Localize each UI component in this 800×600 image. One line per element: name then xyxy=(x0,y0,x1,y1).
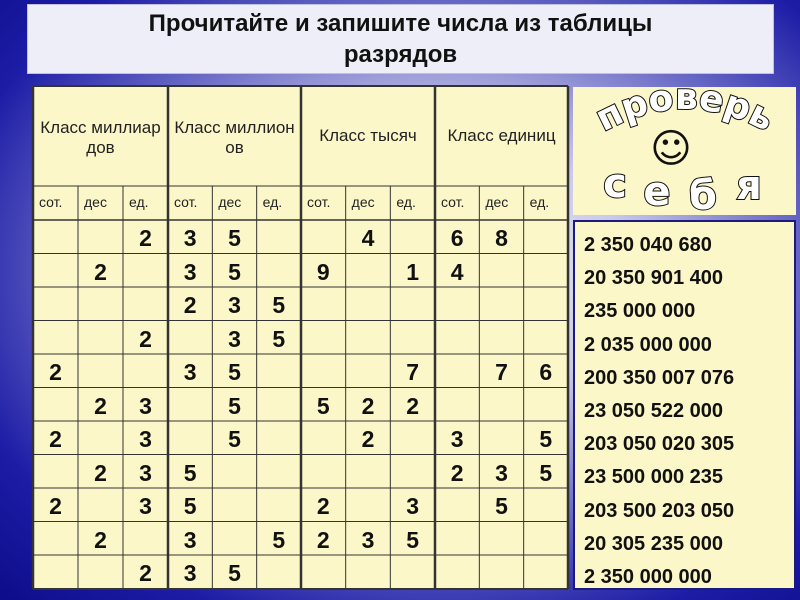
answers-box xyxy=(573,220,796,590)
digit-cell: 2 xyxy=(94,258,107,285)
digit-cell: 2 xyxy=(139,225,152,251)
digit-cell: 3 xyxy=(228,325,241,352)
digit-cell: 3 xyxy=(139,459,152,486)
digit-cell: 3 xyxy=(228,292,241,318)
answer-number: 20 305 235 000 xyxy=(584,532,724,555)
answer-number: 23 050 522 000 xyxy=(584,400,724,422)
digit-cell: 6 xyxy=(450,225,464,251)
subcolumn-header: ед. xyxy=(529,194,550,210)
answer-number: 2 350 040 680 xyxy=(584,234,712,256)
smiley-icon: ☺ xyxy=(650,126,692,172)
answer-number: 200 350 007 076 xyxy=(584,366,735,389)
digit-cell: 2 xyxy=(361,392,375,419)
digit-cell: 5 xyxy=(316,392,330,419)
digit-cell: 2 xyxy=(139,325,152,352)
class-header: Класс тысяч xyxy=(319,126,417,145)
digit-cell: 3 xyxy=(183,258,197,285)
digit-cell: 5 xyxy=(539,426,553,452)
digit-cell: 5 xyxy=(228,426,241,452)
digit-cell: 9 xyxy=(316,258,330,285)
check-title-letter: с xyxy=(603,161,627,207)
answer-number: 203 050 020 305 xyxy=(584,433,735,456)
digit-cell: 3 xyxy=(139,392,152,419)
digit-cell: 5 xyxy=(406,526,420,553)
digit-cell: 3 xyxy=(139,426,152,452)
answer-number: 2 350 000 000 xyxy=(584,566,712,588)
subcolumn-header: сот. xyxy=(174,194,198,210)
digit-cell: 3 xyxy=(139,493,152,519)
digit-cell: 5 xyxy=(183,493,197,519)
subcolumn-header: сот. xyxy=(39,194,63,210)
digit-cell: 3 xyxy=(183,560,197,586)
subcolumn-header: сот. xyxy=(307,194,331,210)
digit-cell: 2 xyxy=(94,392,107,419)
answer-number: 2 035 000 000 xyxy=(584,333,712,356)
subcolumn-header: ед. xyxy=(129,194,149,210)
subcolumn-header: дес xyxy=(84,194,107,210)
digit-cell: 5 xyxy=(228,225,241,251)
digit-cell: 5 xyxy=(228,392,241,419)
answer-number: 235 000 000 xyxy=(584,300,696,323)
digit-cell: 3 xyxy=(183,526,197,553)
digit-cell: 5 xyxy=(272,292,286,318)
digit-cell: 2 xyxy=(49,359,62,385)
digit-cell: 2 xyxy=(183,292,197,318)
subcolumn-header: дес xyxy=(351,194,375,210)
digit-cell: 3 xyxy=(361,526,375,553)
digit-cell: 5 xyxy=(272,325,286,352)
digit-cell: 1 xyxy=(406,258,420,285)
digit-cell: 2 xyxy=(361,426,375,452)
digit-cell: 2 xyxy=(406,392,420,419)
digit-cell: 2 xyxy=(49,493,62,519)
subcolumn-header: ед. xyxy=(396,194,416,210)
page-title: Прочитайте и запишите числа из таблицы разрядов xyxy=(148,10,653,68)
digit-cell: 5 xyxy=(272,526,286,553)
answer-number: 203 500 203 050 xyxy=(584,499,735,522)
subcolumn-header: дес xyxy=(485,194,509,210)
digit-cell: 4 xyxy=(450,258,464,285)
class-header: Класс единиц xyxy=(447,126,556,145)
subcolumn-header: дес xyxy=(218,194,242,210)
digit-cell: 2 xyxy=(94,459,107,486)
digit-cell: 3 xyxy=(183,225,197,251)
digit-cell: 3 xyxy=(450,426,464,452)
subcolumn-header: ед. xyxy=(262,194,283,210)
digit-cell: 5 xyxy=(228,560,241,586)
check-title-letter: е xyxy=(643,169,671,215)
digit-cell: 5 xyxy=(495,493,508,519)
digit-cell: 7 xyxy=(495,359,508,385)
digit-cell: 2 xyxy=(316,526,330,553)
digit-cell: 2 xyxy=(139,560,152,586)
digit-cell: 6 xyxy=(539,359,553,385)
digit-cell: 5 xyxy=(183,459,197,486)
digit-cell: 5 xyxy=(228,359,241,385)
digit-cell: 7 xyxy=(406,359,420,385)
digit-cell: 5 xyxy=(228,258,241,285)
check-title-line1: проверь xyxy=(589,87,781,140)
subcolumn-header: сот. xyxy=(441,194,465,210)
digit-cell: 3 xyxy=(406,493,420,519)
answer-number: 20 350 901 400 xyxy=(584,267,724,290)
check-title-letter: б xyxy=(689,173,717,215)
check-yourself-art xyxy=(573,87,796,215)
digit-cell: 5 xyxy=(539,459,553,486)
check-yourself-box xyxy=(573,87,796,215)
digit-cell: 2 xyxy=(450,459,464,486)
digit-cell: 8 xyxy=(495,225,508,251)
class-header: Класс миллиардов xyxy=(40,118,161,157)
digit-cell: 2 xyxy=(94,526,107,553)
digit-cell: 2 xyxy=(316,493,330,519)
digit-cell: 3 xyxy=(183,359,197,385)
digit-cell: 2 xyxy=(49,426,62,452)
digit-cell: 3 xyxy=(495,459,508,486)
answer-number: 23 500 000 235 xyxy=(584,466,724,489)
check-title-letter: я xyxy=(736,163,762,209)
digit-cell: 4 xyxy=(361,225,375,251)
class-header: Класс миллионов xyxy=(174,118,295,157)
